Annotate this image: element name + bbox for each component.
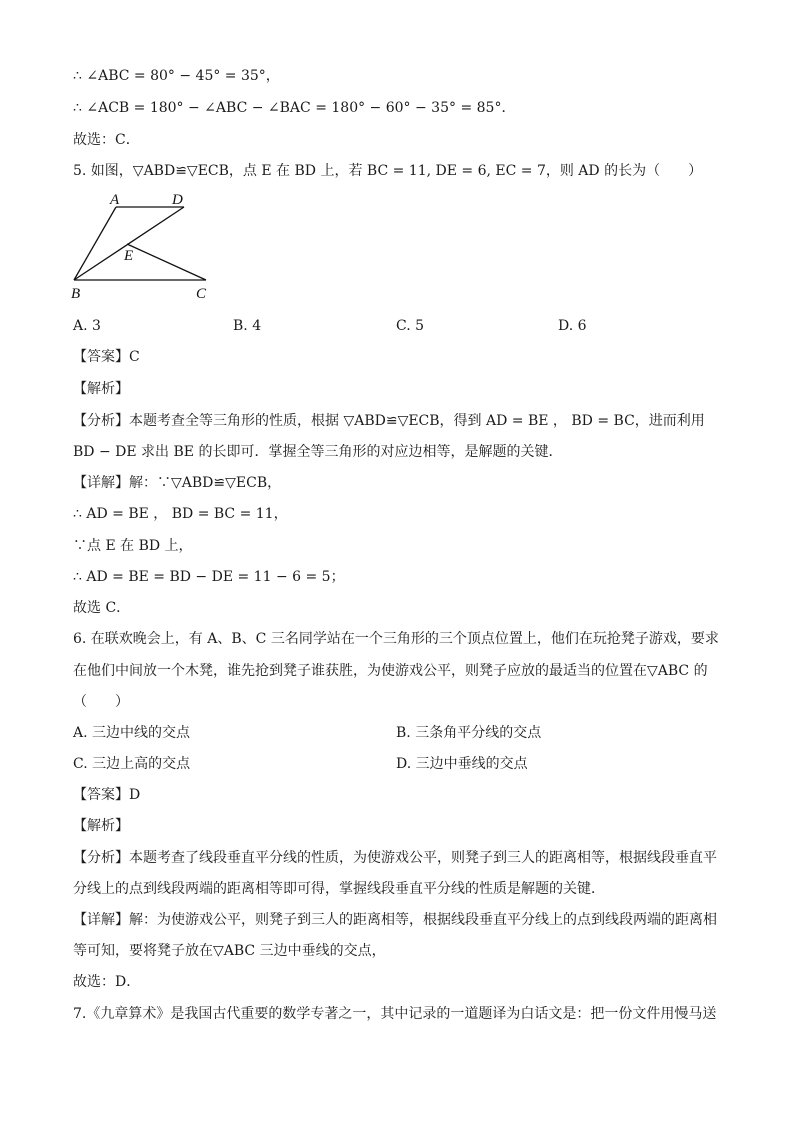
label-e: E	[124, 248, 134, 264]
segment-ec	[127, 244, 206, 280]
q5-analysis-head: 【解析】	[73, 381, 129, 397]
q5-analysis1: 【分析】本题考查全等三角形的性质，根据 ▽ABD≌▽ECB，得到 AD = BE ， BD = BC，进而利用	[73, 413, 705, 429]
triangle-figure	[66, 190, 226, 305]
q6-stem3: （ ）	[73, 694, 129, 710]
label-b: B	[71, 286, 81, 302]
q5-choice: 故选 C．	[73, 600, 131, 616]
q6-choice: 故选：D．	[73, 974, 141, 990]
q5-option-c: C. 5	[396, 318, 425, 334]
segment-bd	[74, 207, 184, 280]
q6-analysis-head: 【解析】	[73, 818, 129, 834]
q6-detail2: 等可知，要将凳子放在▽ABC 三边中垂线的交点，	[73, 943, 386, 959]
q7-stem1: 7.《九章算术》是我国古代重要的数学专著之一，其中记录的一道题译为白话文是：把一份文件用慢马送	[73, 1006, 717, 1022]
q5-stem: 5. 如图，▽ABD≌▽ECB，点 E 在 BD 上，若 BC = 11, DE = 6, EC = 7，则 AD 的长为（ ）	[73, 163, 703, 179]
q6-stem2: 在他们中间放一个木凳，谁先抢到凳子谁获胜，为使游戏公平，则凳子应放的最适当的位置在▽ABC 的	[73, 663, 708, 679]
q5-detail3: ∵点 E 在 BD 上，	[73, 538, 193, 554]
q6-analysis1: 【分析】本题考查了线段垂直平分线的性质，为使游戏公平，则凳子到三人的距离相等，根据线段垂直平	[73, 850, 717, 866]
q4-line1: ∴ ∠ABC = 80° − 45° = 35°，	[73, 68, 280, 84]
q5-analysis2: BD − DE 求出 BE 的长即可．掌握全等三角形的对应边相等，是解题的关键．	[73, 444, 563, 460]
q5-option-d: D. 6	[558, 318, 587, 334]
label-a: A	[110, 192, 120, 208]
q5-answer: 【答案】C	[73, 349, 140, 365]
q6-option-b: B. 三条角平分线的交点	[396, 725, 542, 741]
q5-detail2: ∴ AD = BE ， BD = BC = 11，	[73, 506, 288, 522]
q6-answer: 【答案】D	[73, 787, 141, 803]
q5-detail1: 【详解】解：∵▽ABD≌▽ECB，	[73, 475, 282, 491]
q4-line2: ∴ ∠ACB = 180° − ∠ABC − ∠BAC = 180° − 60° − 35° = 85°．	[73, 100, 516, 116]
q6-option-c: C. 三边上高的交点	[73, 756, 191, 772]
q6-stem1: 6. 在联欢晚会上，有 A、B、C 三名同学站在一个三角形的三个顶点位置上，他们在玩抢凳子游戏，要求	[73, 631, 719, 647]
label-c: C	[196, 286, 207, 302]
q6-detail1: 【详解】解：为使游戏公平，则凳子到三人的距离相等，根据线段垂直平分线上的点到线段两端的距离相	[73, 912, 717, 928]
q6-analysis2: 分线上的点到线段两端的距离相等即可得，掌握线段垂直平分线的性质是解题的关键．	[73, 881, 605, 897]
segment-ab	[74, 207, 116, 280]
q6-option-d: D. 三边中垂线的交点	[396, 756, 528, 772]
q6-option-a: A. 三边中线的交点	[73, 725, 191, 741]
q5-detail4: ∴ AD = BE = BD − DE = 11 − 6 = 5；	[73, 569, 345, 585]
label-d: D	[172, 192, 183, 208]
q5-option-a: A. 3	[73, 318, 101, 334]
q4-choice: 故选：C．	[73, 132, 140, 148]
q5-option-b: B. 4	[233, 318, 262, 334]
